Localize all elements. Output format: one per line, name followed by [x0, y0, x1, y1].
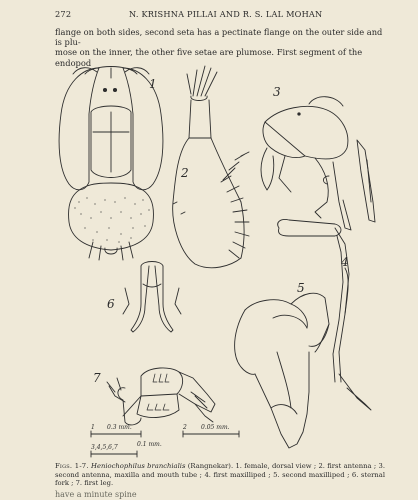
scale-value-2: 0.05 mm.: [201, 424, 230, 431]
fig6-sternal-fork-drawing: [123, 262, 181, 333]
panel-label-2: 2: [181, 166, 189, 180]
fig1-female-dorsal-drawing: [59, 67, 163, 261]
body-line: mose on the inner, the other five setae are plumose. First segment of the endopod: [55, 47, 363, 68]
scale-value-3: 0.1 mm.: [137, 441, 162, 448]
trailing-text: have a minute spine: [55, 490, 137, 499]
figure-caption: [55, 462, 385, 488]
panel-label-7: 7: [93, 371, 101, 385]
panel-label-1: 1: [149, 77, 157, 91]
fig7-setae: [147, 374, 169, 410]
panel-label-4: 4: [341, 255, 349, 269]
running-head: N. KRISHNA PILLAI AND R. S. LAL MOHAN: [129, 9, 323, 19]
caption-text: (Rangnekar). 1. female, dorsal view ; 2. first antenna ; 3. second antenna, maxilla and mouth tube ; 4. first maxilliped ; 5. second maxilliped ; 6. sternal fork ; 7. first leg.: [55, 462, 386, 488]
body-line: flange on both sides, second seta has a pectinate flange on the outer side and is plu-: [55, 27, 383, 48]
figure-plate: [45, 52, 390, 462]
figure-drawings: [45, 52, 390, 462]
fig7-first-leg-drawing: [107, 368, 215, 425]
scale-id-3: 3,4,5,6,7: [91, 444, 118, 451]
caption-fig-label: Figs. 1-7.: [55, 462, 89, 470]
fig5-second-maxilliped-drawing: [235, 293, 329, 448]
panel-label-6: 6: [107, 297, 115, 311]
scale-id-1: 1: [91, 424, 95, 431]
scale-value-1: 0.3 mm.: [107, 424, 132, 431]
panel-label-3: 3: [273, 85, 281, 99]
fig4-first-maxilliped-drawing: [278, 219, 371, 410]
fig3-second-antenna-drawing: [261, 97, 375, 230]
panel-label-5: 5: [297, 281, 305, 295]
page-number: 272: [55, 9, 72, 19]
caption-species: Heniochophilus branchialis: [91, 462, 186, 470]
fig1-stipple: [74, 197, 149, 242]
scale-id-2: 2: [183, 424, 187, 431]
